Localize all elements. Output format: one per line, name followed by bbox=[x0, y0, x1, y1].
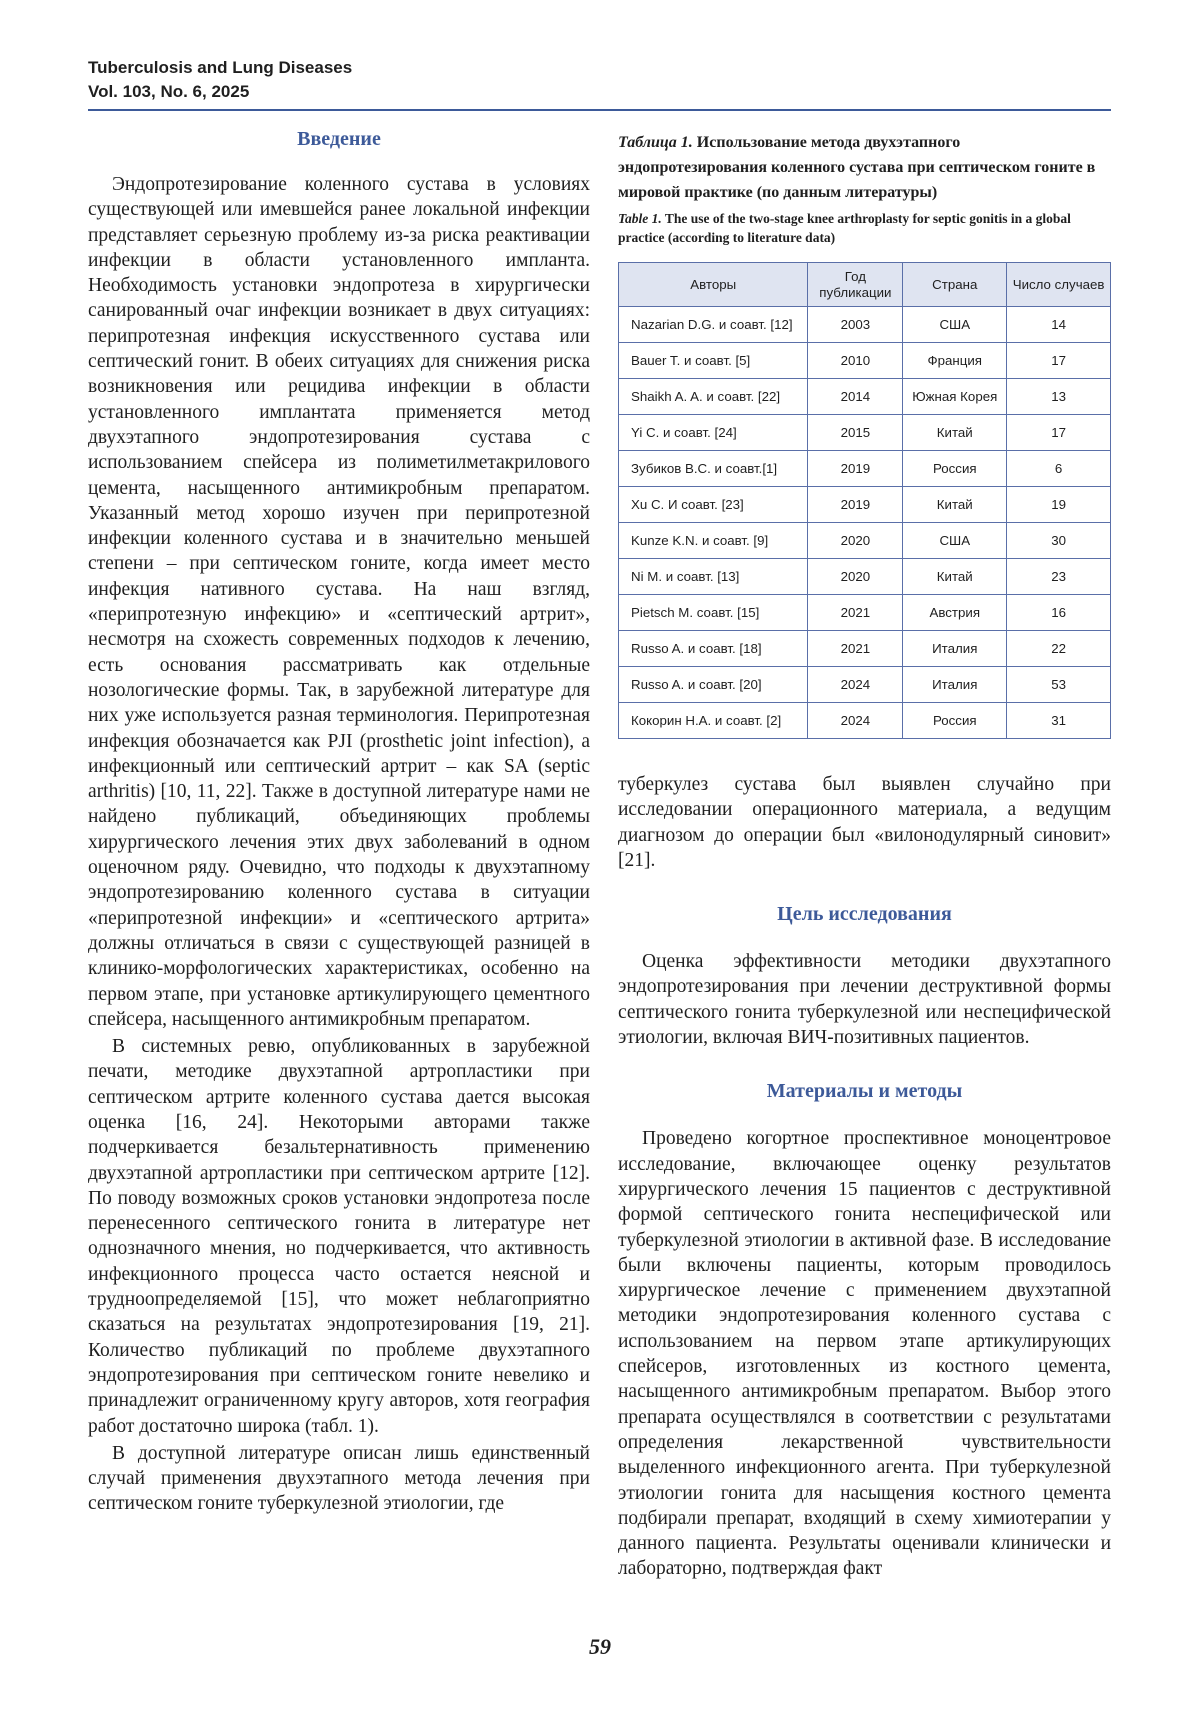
table-caption-ru bbox=[618, 130, 1111, 205]
table-row bbox=[619, 343, 1111, 379]
cases-cell: 13 bbox=[1007, 379, 1111, 415]
section-title-methods: Материалы и методы bbox=[766, 1080, 963, 1103]
year-cell: 2003 bbox=[808, 307, 903, 343]
country-cell: Южная Корея bbox=[903, 379, 1007, 415]
table-caption-ru-label: Таблица 1. bbox=[618, 134, 693, 151]
year-cell: 2015 bbox=[808, 415, 903, 451]
table-row bbox=[619, 559, 1111, 595]
country-cell: США bbox=[903, 523, 1007, 559]
author-cell: Xu C. И соавт. [23] bbox=[619, 487, 808, 523]
continuation-paragraph: туберкулез сустава был выявлен случайно при исследовании операционного материала, а ведущим диагнозом до операции был «вилонодулярный синовит» [21]. bbox=[618, 774, 1111, 871]
author-cell: Yi C. и соавт. [24] bbox=[619, 415, 808, 451]
cases-cell: 22 bbox=[1007, 631, 1111, 667]
year-cell: 2014 bbox=[808, 379, 903, 415]
year-cell: 2010 bbox=[808, 343, 903, 379]
author-cell: Russo A. и соавт. [20] bbox=[619, 667, 808, 703]
section-title-introduction: Введение bbox=[297, 128, 381, 150]
year-cell: 2019 bbox=[808, 487, 903, 523]
table-row bbox=[619, 667, 1111, 703]
country-cell: Италия bbox=[903, 631, 1007, 667]
cases-cell: 17 bbox=[1007, 415, 1111, 451]
author-cell: Shaikh A. A. и соавт. [22] bbox=[619, 379, 808, 415]
year-cell: 2019 bbox=[808, 451, 903, 487]
year-cell: 2021 bbox=[808, 631, 903, 667]
country-cell: Китай bbox=[903, 559, 1007, 595]
year-cell: 2024 bbox=[808, 667, 903, 703]
left-column bbox=[88, 126, 590, 1517]
country-cell: Китай bbox=[903, 487, 1007, 523]
goal-paragraph: Оценка эффективности методики двухэтапного эндопротезирования при лечении деструктивной формы септического гонита туберкулезной или неспецифической этиологии, включая ВИЧ-позитивных пациентов. bbox=[618, 951, 1111, 1049]
year-cell: 2020 bbox=[808, 523, 903, 559]
cases-cell: 31 bbox=[1007, 703, 1111, 739]
methods-paragraph: Проведено когортное проспективное моноцентровое исследование, включающее оценку результатов хирургического лечения 15 пациентов с деструктивной формой септического гонита неспецифической или туберкулезной этиологии в активной фазе. В исследование были включены пациенты, которым проводилось хирургическое лечение с применением двухэтапной методики эндопротезирования коленного сустава с использованием на первом этапе артикулирующих спейсеров, изготовленных из костного цемента, насыщенного антимикробным препаратом. Выбор этого препарата осуществлялся в соответствии с результатами определения лекарственной чувствительности выделенного инфекционного агента. При туберкулезной этиологии гонита для насыщения костного цемента подбирали препарат, входящий в схему химиотерапии у данного пациента. Результаты оценивали клинически и лабораторно, подтверждая факт bbox=[618, 1128, 1111, 1580]
cases-cell: 23 bbox=[1007, 559, 1111, 595]
cases-cell: 6 bbox=[1007, 451, 1111, 487]
cases-cell: 53 bbox=[1007, 667, 1111, 703]
year-cell: 2020 bbox=[808, 559, 903, 595]
table-caption-en-text: The use of the two-stage knee arthroplasty for septic gonitis in a global practice (according to literature data) bbox=[618, 211, 1071, 245]
table-row bbox=[619, 631, 1111, 667]
table-header-cell: Страна bbox=[903, 263, 1007, 307]
country-cell: США bbox=[903, 307, 1007, 343]
header-divider bbox=[88, 109, 1111, 111]
author-cell: Pietsch M. соавт. [15] bbox=[619, 595, 808, 631]
table-row bbox=[619, 703, 1111, 739]
journal-header bbox=[88, 56, 352, 104]
intro-paragraph-2: В системных ревю, опубликованных в зарубежной печати, методике двухэтапной артропластики при септическом артрите коленного сустава дается высокая оценка [16, 24]. Некоторыми авторами также подчеркивается безальтернативность применению двухэтапной артропластики при септическом артрите [12]. По поводу возможных сроков установки эндопротеза после перенесенного септического гонита в литературе нет однозначного мнения, но подчеркивается, что активность инфекционного процесса часто остается неясной и трудноопределяемой [15], что может неблагоприятно сказаться на результатах эндопротезирования [19, 21]. Количество публикаций по проблеме двухэтапного эндопротезирования при септическом гоните невелико и принадлежит ограниченному кругу авторов, хотя география работ достаточно широка (табл. 1). bbox=[88, 1036, 590, 1437]
table-caption-ru-text: Использование метода двухэтапного эндопротезирования коленного сустава при септическом гоните в мировой практике (по данным литературы) bbox=[618, 134, 1096, 201]
author-cell: Ni M. и соавт. [13] bbox=[619, 559, 808, 595]
table-row bbox=[619, 307, 1111, 343]
author-cell: Kunze K.N. и соавт. [9] bbox=[619, 523, 808, 559]
page-number: 59 bbox=[589, 1634, 611, 1659]
table-row bbox=[619, 595, 1111, 631]
literature-table bbox=[618, 262, 1111, 739]
author-cell: Зубиков В.С. и соавт.[1] bbox=[619, 451, 808, 487]
table-caption bbox=[618, 130, 1111, 247]
author-cell: Russo A. и соавт. [18] bbox=[619, 631, 808, 667]
table-header-row bbox=[619, 263, 1111, 307]
author-cell: Кокорин Н.А. и соавт. [2] bbox=[619, 703, 808, 739]
country-cell: Китай bbox=[903, 415, 1007, 451]
country-cell: Россия bbox=[903, 451, 1007, 487]
table-row bbox=[619, 379, 1111, 415]
table-header-cell: Число случаев bbox=[1007, 263, 1111, 307]
right-column-text bbox=[618, 772, 1111, 1582]
table-caption-en bbox=[618, 209, 1111, 247]
table-row bbox=[619, 451, 1111, 487]
country-cell: Франция bbox=[903, 343, 1007, 379]
author-cell: Bauer T. и соавт. [5] bbox=[619, 343, 808, 379]
cases-cell: 30 bbox=[1007, 523, 1111, 559]
table-header-cell: Год публикации bbox=[808, 263, 903, 307]
year-cell: 2024 bbox=[808, 703, 903, 739]
section-title-goal: Цель исследования bbox=[777, 903, 952, 926]
cases-cell: 16 bbox=[1007, 595, 1111, 631]
table-body bbox=[619, 307, 1111, 739]
intro-paragraph-1: Эндопротезирование коленного сустава в условиях существующей или имевшейся ранее локальной инфекции представляет серьезную проблему из-за риска реактивации инфекции в области установленного импланта. Необходимость установки эндопротеза в хирургически санированный очаг инфекции возникает в двух ситуациях: перипротезная инфекция искусственного сустава или септический гонит. В обеих ситуациях для снижения риска возникновения или рецидива инфекции в области установленного имплантата применяется метод двухэтапного эндопротезирования сустава с использованием спейсера из полиметилметакрилового цемента, насыщенного антимикробным препаратом. Указанный метод хорошо изучен при перипротезной инфекции коленного сустава и в значительно меньшей степени – при септическом гоните, когда имеет место инфекция нативного сустава. На наш взгляд, «перипротезную инфекцию» и «септический артрит», несмотря на схожесть современных подходов к лечению, есть основания рассматривать как отдельные нозологические формы. Так, в зарубежной литературе для них уже используется разная терминология. Перипротезная инфекция обозначается как PJI (prosthetic joint infection), а инфекционный или септический артрит – как SA (septic arthritis) [10, 11, 22]. Также в доступной литературе нами не найдено публикаций, объединяющих проблемы хирургического лечения этих двух заболеваний в одном оценочном ряду. Очевидно, что подходы к двухэтапному эндопротезированию коленного сустава в ситуации «перипротезной инфекции» и «септического артрита» должны отличаться в связи с существующей разницей в клинико-морфологических характеристиках, особенно на первом этапе, при установке артикулирующего цементного спейсера, насыщенного антимикробным препаратом. bbox=[88, 174, 590, 1030]
journal-volume: Vol. 103, No. 6, 2025 bbox=[88, 82, 250, 101]
journal-title: Tuberculosis and Lung Diseases bbox=[88, 58, 353, 77]
table-caption-en-label: Table 1. bbox=[618, 211, 662, 226]
cases-cell: 14 bbox=[1007, 307, 1111, 343]
table-header-cell: Авторы bbox=[619, 263, 808, 307]
table-row bbox=[619, 487, 1111, 523]
country-cell: Россия bbox=[903, 703, 1007, 739]
year-cell: 2021 bbox=[808, 595, 903, 631]
cases-cell: 17 bbox=[1007, 343, 1111, 379]
table-row bbox=[619, 523, 1111, 559]
intro-paragraph-3: В доступной литературе описан лишь единственный случай применения двухэтапного метода лечения при септическом гоните туберкулезной этиологии, где bbox=[88, 1442, 590, 1515]
author-cell: Nazarian D.G. и соавт. [12] bbox=[619, 307, 808, 343]
country-cell: Австрия bbox=[903, 595, 1007, 631]
table-row bbox=[619, 415, 1111, 451]
cases-cell: 19 bbox=[1007, 487, 1111, 523]
country-cell: Италия bbox=[903, 667, 1007, 703]
